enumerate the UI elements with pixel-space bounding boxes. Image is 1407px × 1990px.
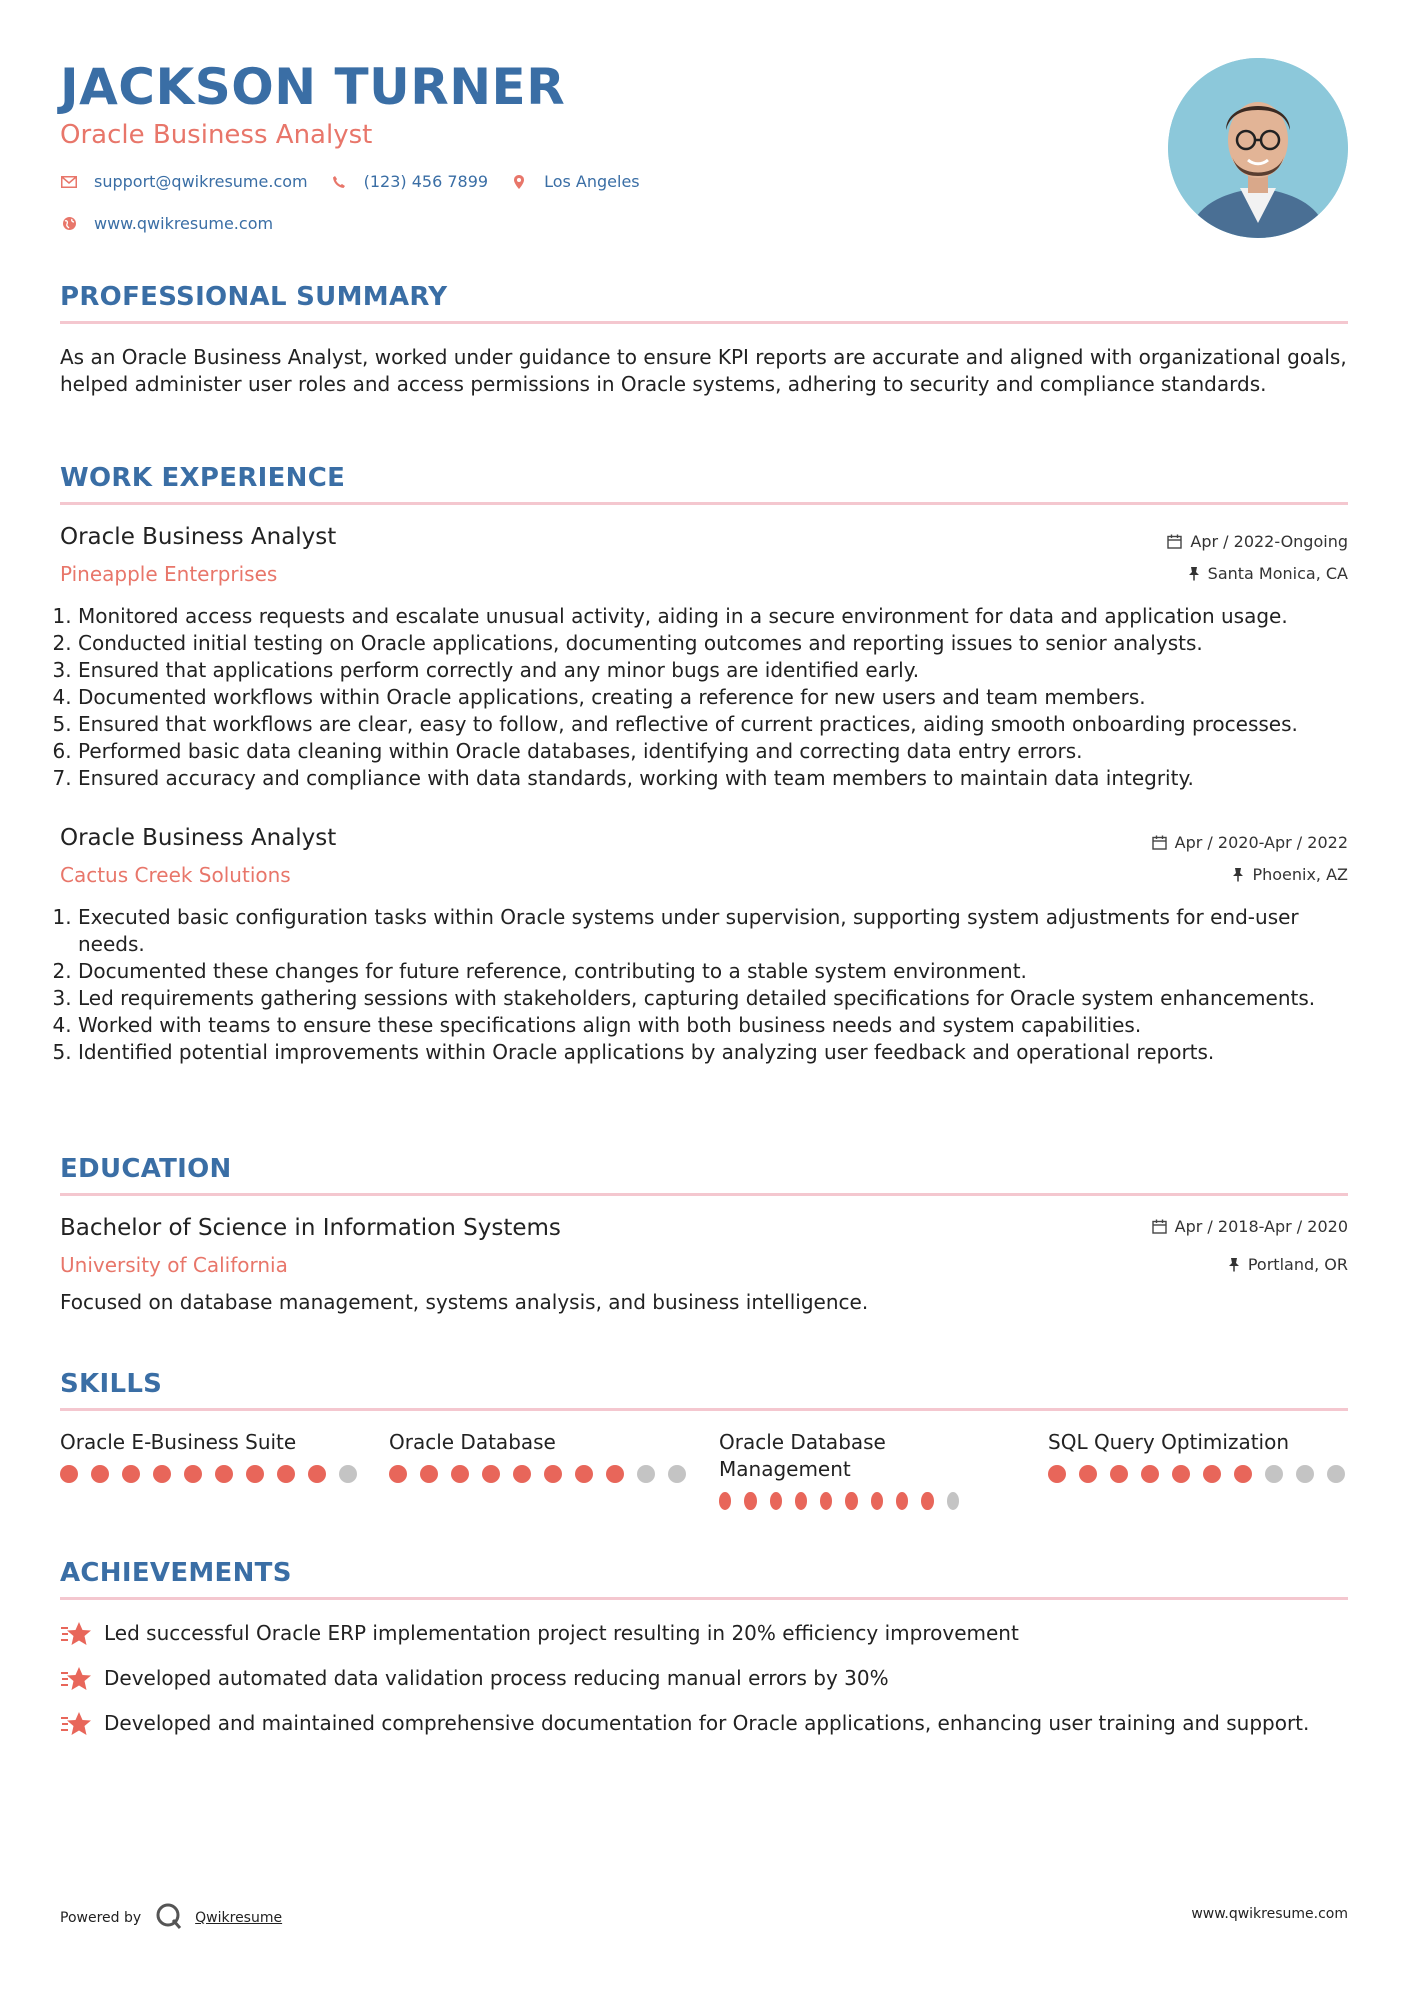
education-location: Portland, OR bbox=[1228, 1255, 1348, 1274]
contact-email[interactable]: support@qwikresume.com bbox=[60, 172, 308, 191]
rating-dot-filled bbox=[845, 1492, 857, 1510]
skill-item bbox=[719, 1429, 959, 1510]
skill-rating bbox=[60, 1465, 360, 1483]
rating-dot-filled bbox=[1141, 1465, 1159, 1483]
list-item: 4. Worked with teams to ensure these specifications align with both business needs and system capabilities. bbox=[78, 1012, 1368, 1039]
skill-rating bbox=[1048, 1465, 1348, 1483]
calendar-icon bbox=[1152, 835, 1167, 850]
rating-dot-filled bbox=[575, 1465, 593, 1483]
rating-dot-filled bbox=[246, 1465, 264, 1483]
achievements-heading: ACHIEVEMENTS bbox=[60, 1558, 292, 1588]
rating-dot-filled bbox=[215, 1465, 233, 1483]
achievement-item: Led successful Oracle ERP implementation project resulting in 20% efficiency improvement bbox=[60, 1620, 1348, 1648]
job-bullets bbox=[60, 603, 1368, 792]
rating-dot-filled bbox=[770, 1492, 782, 1510]
job-bullets bbox=[60, 904, 1368, 1066]
summary-text: As an Oracle Business Analyst, worked under guidance to ensure KPI reports are accurate and aligned with organizational goals, helped administer user roles and access permissions in Oracle systems, adhering to security and compliance standards. bbox=[60, 345, 1347, 396]
degree-title: Bachelor of Science in Information Systems bbox=[60, 1215, 561, 1241]
skill-rating bbox=[719, 1492, 959, 1510]
list-item: 6. Performed basic data cleaning within Oracle databases, identifying and correcting data entry errors. bbox=[78, 738, 1368, 765]
list-item: 2. Conducted initial testing on Oracle applications, documenting outcomes and reporting issues to senior analysts. bbox=[78, 630, 1368, 657]
skills-heading: SKILLS bbox=[60, 1369, 163, 1399]
star-icon bbox=[60, 1620, 92, 1648]
rating-dot-filled bbox=[122, 1465, 140, 1483]
achievement-item: Developed automated data validation process reducing manual errors by 30% bbox=[60, 1665, 1348, 1693]
summary-heading: PROFESSIONAL SUMMARY bbox=[60, 282, 448, 312]
rating-dot-empty bbox=[339, 1465, 357, 1483]
skill-name: Oracle E-Business Suite bbox=[60, 1430, 297, 1454]
footer-url[interactable]: www.qwikresume.com bbox=[1191, 1906, 1348, 1922]
pushpin-icon bbox=[1232, 867, 1244, 882]
qwikresume-logo-icon bbox=[155, 1902, 183, 1934]
list-item: 1. Monitored access requests and escalate unusual activity, aiding in a secure environment for data and application usage. bbox=[78, 603, 1368, 630]
rating-dot-filled bbox=[389, 1465, 407, 1483]
job-role: Oracle Business Analyst bbox=[60, 524, 337, 550]
job-location: Phoenix, AZ bbox=[1232, 865, 1348, 884]
contact-row-2 bbox=[60, 214, 295, 233]
pushpin-icon bbox=[1188, 566, 1200, 581]
section-divider bbox=[60, 321, 1348, 324]
section-divider bbox=[60, 1597, 1348, 1600]
rating-dot-filled bbox=[1079, 1465, 1097, 1483]
list-item: 3. Led requirements gathering sessions with stakeholders, capturing detailed specifications for Oracle system enhancements. bbox=[78, 985, 1368, 1012]
mail-icon bbox=[60, 173, 78, 191]
job-dates: Apr / 2022-Ongoing bbox=[1167, 532, 1348, 551]
map-pin-icon bbox=[510, 173, 528, 191]
contact-row-1 bbox=[60, 172, 662, 191]
rating-dot-filled bbox=[795, 1492, 807, 1510]
rating-dot-filled bbox=[606, 1465, 624, 1483]
rating-dot-filled bbox=[60, 1465, 78, 1483]
rating-dot-filled bbox=[91, 1465, 109, 1483]
star-icon bbox=[60, 1710, 92, 1738]
job-company: Pineapple Enterprises bbox=[60, 562, 278, 586]
rating-dot-filled bbox=[184, 1465, 202, 1483]
rating-dot-filled bbox=[921, 1492, 933, 1510]
footer-brand-link[interactable]: Qwikresume bbox=[195, 1910, 283, 1926]
rating-dot-filled bbox=[719, 1492, 731, 1510]
rating-dot-filled bbox=[153, 1465, 171, 1483]
rating-dot-filled bbox=[544, 1465, 562, 1483]
experience-heading: WORK EXPERIENCE bbox=[60, 463, 346, 493]
skill-name: Oracle Database Management bbox=[719, 1430, 886, 1481]
globe-icon bbox=[60, 215, 78, 233]
education-dates: Apr / 2018-Apr / 2020 bbox=[1152, 1217, 1348, 1236]
profile-photo bbox=[1168, 58, 1348, 238]
list-item: 5. Identified potential improvements within Oracle applications by analyzing user feedback and operational reports. bbox=[78, 1039, 1368, 1066]
rating-dot-empty bbox=[668, 1465, 686, 1483]
rating-dot-filled bbox=[1234, 1465, 1252, 1483]
job-company: Cactus Creek Solutions bbox=[60, 863, 291, 887]
contact-website[interactable]: www.qwikresume.com bbox=[60, 214, 273, 233]
rating-dot-filled bbox=[277, 1465, 295, 1483]
rating-dot-filled bbox=[820, 1492, 832, 1510]
rating-dot-filled bbox=[1172, 1465, 1190, 1483]
candidate-title: Oracle Business Analyst bbox=[60, 120, 373, 150]
rating-dot-empty bbox=[1265, 1465, 1283, 1483]
skill-item bbox=[1048, 1429, 1348, 1483]
footer-powered-by: Powered by Qwikresume bbox=[60, 1902, 282, 1934]
job-dates: Apr / 2020-Apr / 2022 bbox=[1152, 833, 1348, 852]
list-item: 5. Ensured that workflows are clear, easy to follow, and reflective of current practices, aiding smooth onboarding processes. bbox=[78, 711, 1368, 738]
contact-phone[interactable]: (123) 456 7899 bbox=[330, 172, 488, 191]
rating-dot-filled bbox=[420, 1465, 438, 1483]
rating-dot-empty bbox=[637, 1465, 655, 1483]
skill-item bbox=[389, 1429, 689, 1483]
job-role: Oracle Business Analyst bbox=[60, 825, 337, 851]
calendar-icon bbox=[1152, 1219, 1167, 1234]
list-item: 2. Documented these changes for future reference, contributing to a stable system environment. bbox=[78, 958, 1368, 985]
rating-dot-filled bbox=[1203, 1465, 1221, 1483]
skill-name: Oracle Database bbox=[389, 1430, 556, 1454]
skill-item bbox=[60, 1429, 360, 1483]
list-item: 3. Ensured that applications perform correctly and any minor bugs are identified early. bbox=[78, 657, 1368, 684]
candidate-name: JACKSON TURNER bbox=[60, 58, 566, 116]
skill-name: SQL Query Optimization bbox=[1048, 1430, 1290, 1454]
phone-icon bbox=[330, 173, 348, 191]
contact-location: Los Angeles bbox=[510, 172, 640, 191]
rating-dot-filled bbox=[308, 1465, 326, 1483]
rating-dot-filled bbox=[482, 1465, 500, 1483]
calendar-icon bbox=[1167, 534, 1182, 549]
rating-dot-empty bbox=[1327, 1465, 1345, 1483]
skill-rating bbox=[389, 1465, 689, 1483]
education-heading: EDUCATION bbox=[60, 1154, 232, 1184]
section-divider bbox=[60, 1193, 1348, 1196]
education-description: Focused on database management, systems analysis, and business intelligence. bbox=[60, 1290, 869, 1314]
list-item: 4. Documented workflows within Oracle applications, creating a reference for new users and team members. bbox=[78, 684, 1368, 711]
rating-dot-filled bbox=[1110, 1465, 1128, 1483]
rating-dot-filled bbox=[896, 1492, 908, 1510]
pushpin-icon bbox=[1228, 1257, 1240, 1272]
list-item: 1. Executed basic configuration tasks within Oracle systems under supervision, supporting system adjustments for end-user needs. bbox=[78, 904, 1368, 958]
rating-dot-filled bbox=[1048, 1465, 1066, 1483]
school-name: University of California bbox=[60, 1253, 288, 1277]
section-divider bbox=[60, 1408, 1348, 1411]
achievement-item: Developed and maintained comprehensive documentation for Oracle applications, enhancing user training and support. bbox=[60, 1710, 1348, 1738]
rating-dot-filled bbox=[871, 1492, 883, 1510]
list-item: 7. Ensured accuracy and compliance with data standards, working with team members to maintain data integrity. bbox=[78, 765, 1368, 792]
section-divider bbox=[60, 502, 1348, 505]
rating-dot-empty bbox=[947, 1492, 959, 1510]
job-location: Santa Monica, CA bbox=[1188, 564, 1348, 583]
rating-dot-filled bbox=[451, 1465, 469, 1483]
rating-dot-empty bbox=[1296, 1465, 1314, 1483]
rating-dot-filled bbox=[744, 1492, 756, 1510]
rating-dot-filled bbox=[513, 1465, 531, 1483]
star-icon bbox=[60, 1665, 92, 1693]
